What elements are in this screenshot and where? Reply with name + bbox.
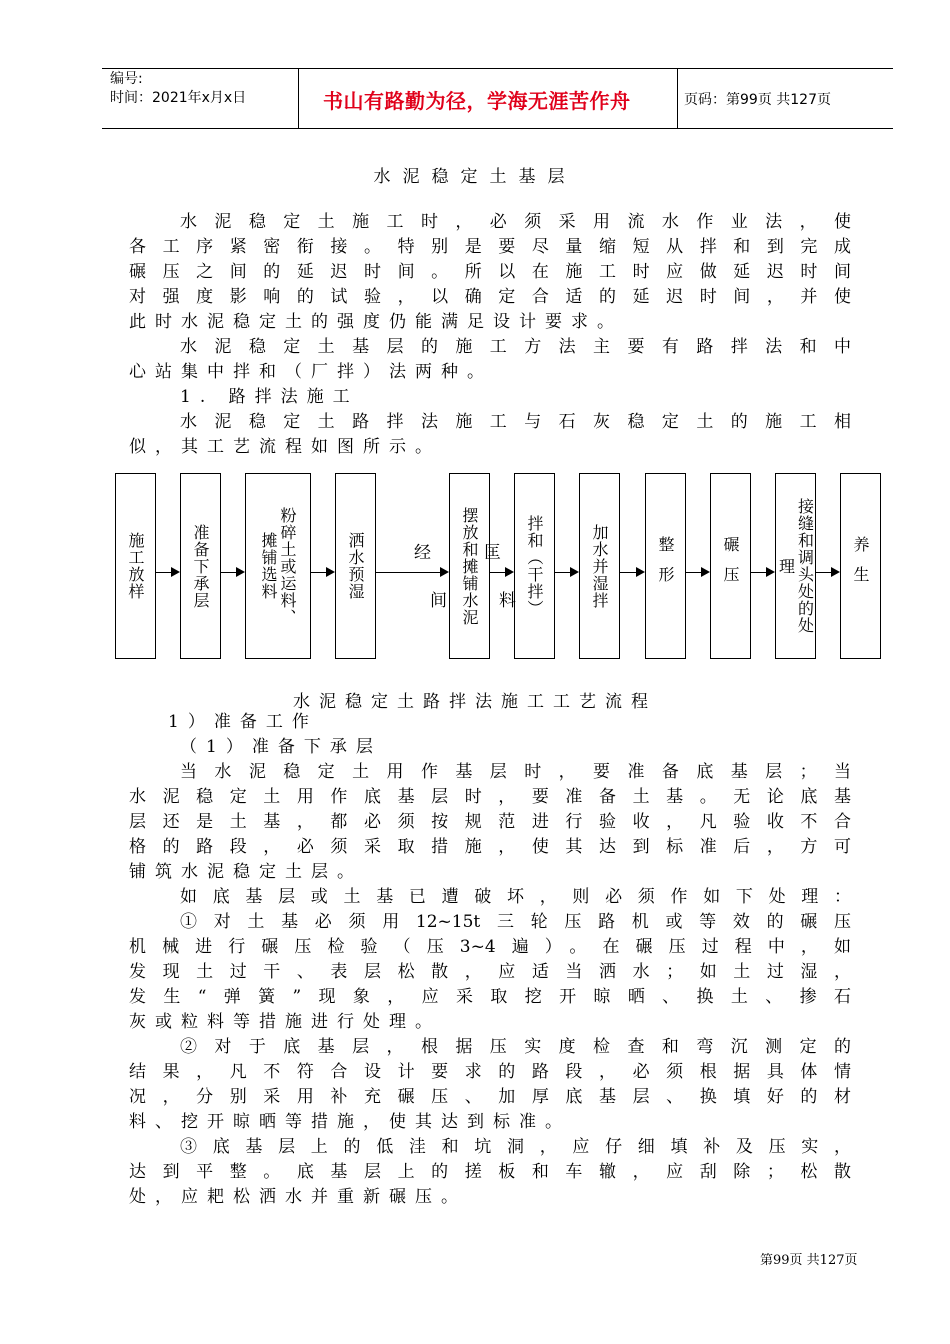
paragraph-line: 此时水泥稳定土的强度仍能满足设计要求。 (129, 312, 623, 332)
flowchart-caption: 水泥稳定土路拌法施工工艺流程 (293, 692, 657, 712)
flow-arrowhead (171, 567, 180, 577)
flow-arrowhead (440, 567, 449, 577)
paragraph-line: 各工序紧密衔接。特别是要尽量缩短从拌和到完成 (129, 237, 851, 257)
header-divider-right (677, 68, 678, 128)
subsection-heading: （1）准备下承层 (180, 737, 382, 757)
header-divider-left (298, 68, 299, 128)
paragraph-line: 水泥稳定土用作底基层时，要准备土基。无论底基 (129, 787, 851, 807)
page-footer: 第99页 共127页 (760, 1253, 858, 1268)
flow-step: 洒水预湿 (335, 473, 376, 659)
flow-step: 碾压 (710, 473, 751, 659)
paragraph-line: 如底基层或土基已遭破坏，则必须作如下处理： (180, 887, 851, 907)
time-label: 时间：2021年x月x日 (110, 90, 247, 106)
flow-step: 拌和（干拌） (514, 473, 555, 659)
flow-arrow (311, 572, 327, 573)
paragraph-line: 发现土过干、表层松散，应适当洒水；如土过湿， (129, 962, 851, 982)
paragraph-line: 格的路段，必须采取措施，使其达到标准后，方可 (129, 837, 851, 857)
number-label: 编号: (110, 71, 143, 87)
header-motto: 书山有路勤为径，学海无涯苦作舟 (323, 89, 631, 113)
flow-arrow (686, 572, 702, 573)
flow-step: 整形 (645, 473, 686, 659)
paragraph-line: 发生“弹簧”现象，应采取挖开晾晒、换土、掺石 (129, 987, 851, 1007)
paragraph-line: 当水泥稳定土用作基层时，要准备底基层；当 (180, 762, 851, 782)
flow-arrow (555, 572, 571, 573)
flow-arrow (376, 572, 441, 573)
section-heading: 1. 路拌法施工 (180, 387, 359, 407)
paragraph-line: 结果，凡不符合设计要求的路段，必须根据具体情 (129, 1062, 851, 1082)
header-meta (110, 70, 246, 108)
paragraph-line: 机械进行碾压检验（压3~4遍）。在碾压过程中，如 (129, 937, 851, 957)
flow-step: 粉碎土或运料、摊铺选料 (245, 473, 311, 659)
paragraph-line: 况，分别采用补充碾压、加厚底基层、换填好的材 (129, 1087, 851, 1107)
flow-arrowhead (236, 567, 245, 577)
document-title: 水泥稳定土基层 (373, 167, 577, 187)
flow-step: 准备下承层 (180, 473, 221, 659)
paragraph-line: 水泥稳定土路拌法施工与石灰稳定土的施工相 (180, 412, 851, 432)
flow-arrow (156, 572, 172, 573)
paragraph-line: 层还是土基，都必须按规范进行验收，凡验收不合 (129, 812, 851, 832)
paragraph-line: 处，应耙松洒水并重新碾压。 (129, 1187, 467, 1207)
flow-arrowhead (636, 567, 645, 577)
paragraph-line: 料、挖开晾晒等措施，使其达到标准。 (129, 1112, 571, 1132)
flow-arrowhead (326, 567, 335, 577)
paragraph-line: ①对土基必须用12~15t三轮压路机或等效的碾压 (180, 912, 851, 932)
paragraph-line: 碾压之间的延迟时间。所以在施工时应做延迟时间 (129, 262, 851, 282)
flow-arrowhead (701, 567, 710, 577)
paragraph-line: 铺筑水泥稳定土层。 (129, 862, 363, 882)
flow-step: 养生 (840, 473, 881, 659)
paragraph-line: 似，其工艺流程如图所示。 (129, 437, 441, 457)
paragraph-line: 水泥稳定土基层的施工方法主要有路拌法和中 (180, 337, 851, 357)
flow-step: 加水并湿拌 (579, 473, 620, 659)
flow-arrowhead (570, 567, 579, 577)
paragraph-line: 水泥稳定土施工时，必须采用流水作业法，使 (180, 212, 851, 232)
flow-arrowhead (505, 567, 514, 577)
paragraph-line: 心站集中拌和（厂拌）法两种。 (129, 362, 493, 382)
header-bottom-rule (102, 128, 893, 129)
flow-arrowhead (831, 567, 840, 577)
header-page-info: 页码：第99页 共127页 (684, 92, 831, 108)
flow-arrowhead (766, 567, 775, 577)
paragraph-line: 达到平整。底基层上的搓板和车辙，应刮除；松散 (129, 1162, 851, 1182)
paragraph-line: ③底基层上的低洼和坑洞，应仔细填补及压实， (180, 1137, 851, 1157)
subsection-heading: 1）准备工作 (168, 712, 318, 732)
flow-fragment: 经 (414, 543, 431, 563)
flow-arrow (620, 572, 637, 573)
flow-fragment: 匡 (484, 543, 501, 563)
paragraph-line: 灰或粒料等措施进行处理。 (129, 1012, 441, 1032)
flow-arrow (751, 572, 767, 573)
header-top-rule (102, 68, 893, 69)
paragraph-line: ②对于底基层，根据压实度检查和弯沉测定的 (180, 1037, 851, 1057)
flow-fragment: 料 (499, 591, 516, 611)
flow-step: 施工放样 (115, 473, 156, 659)
flow-step: 接缝和调头处的处理 (775, 473, 816, 659)
paragraph-line: 对强度影响的试验，以确定合适的延迟时间，并使 (129, 287, 851, 307)
flow-arrow (221, 572, 237, 573)
flow-arrow (816, 572, 832, 573)
flow-fragment: 间 (430, 591, 447, 611)
flow-step: 摆放和摊铺水泥 (449, 473, 490, 659)
flow-arrow (490, 572, 506, 573)
